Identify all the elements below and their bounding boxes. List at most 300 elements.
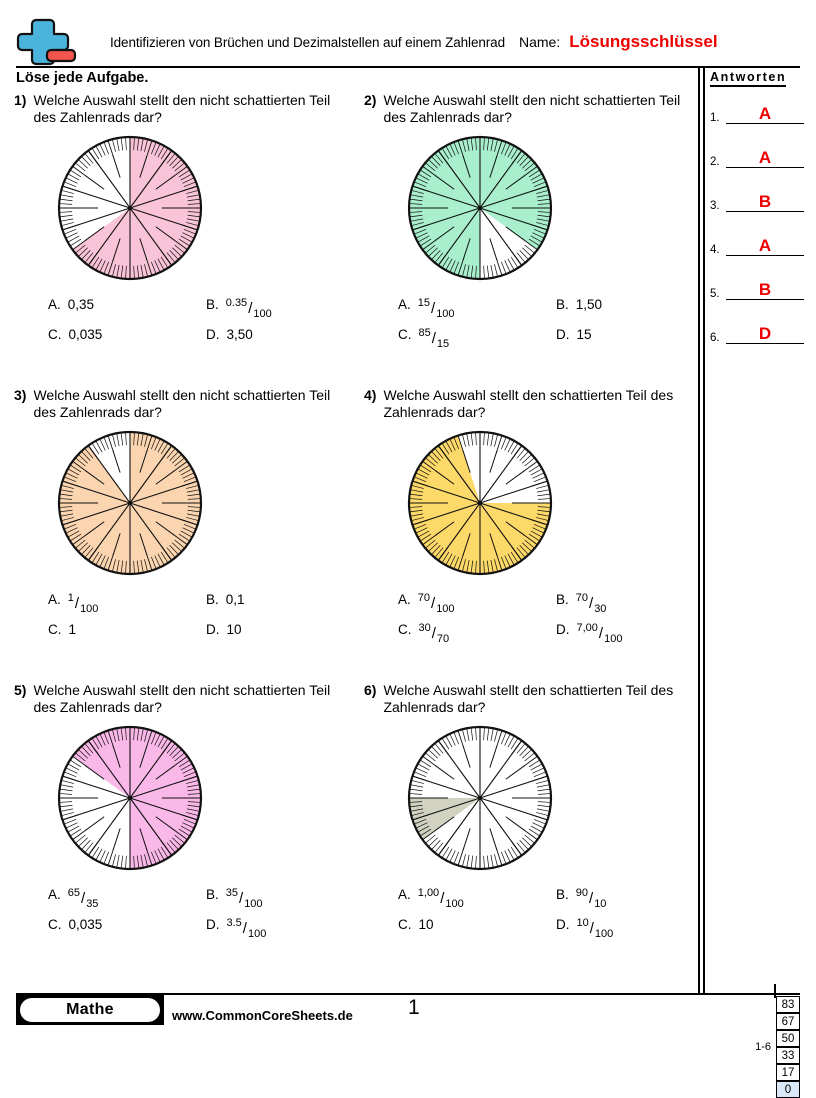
fraction-numerator: 1,00 [417, 887, 440, 899]
wheel-tick [532, 823, 544, 829]
wheel-tick [467, 433, 469, 446]
choice-label: B. [556, 887, 569, 902]
choice-label: D. [556, 917, 570, 932]
fraction [417, 592, 455, 615]
choice-option[interactable] [398, 297, 455, 320]
wheel-tick [454, 852, 459, 864]
fraction-denominator: 100 [436, 308, 455, 320]
wheel-tick [66, 233, 78, 239]
wheel-half-spoke [86, 176, 105, 190]
wheel-tick [497, 849, 502, 865]
fraction-slash: / [589, 920, 594, 937]
choice-option[interactable] [206, 592, 245, 607]
answer-number: 4. [710, 244, 720, 256]
choice-list [48, 887, 348, 949]
question-item [14, 387, 354, 654]
wheel-tick [59, 794, 72, 795]
wheel-tick [73, 166, 87, 176]
question-wheel-figure [406, 724, 704, 877]
question-item [364, 682, 704, 949]
wheel-tick [410, 789, 423, 791]
wheel-tick [100, 144, 106, 156]
wheel-tick [524, 461, 538, 471]
wheel-tick [117, 855, 119, 868]
choice-label: D. [206, 622, 220, 637]
wheel-tick [414, 772, 426, 777]
wheel-tick [491, 855, 493, 868]
wheel-tick [471, 433, 473, 446]
choice-option[interactable] [206, 327, 253, 342]
wheel-tick [410, 785, 423, 787]
wheel-tick [534, 772, 546, 777]
question-number: 4) [364, 387, 377, 403]
fraction [417, 887, 464, 910]
answer-value: A [758, 236, 772, 255]
wheel-tick [60, 199, 73, 201]
choice-label: D. [206, 917, 220, 932]
choice-option[interactable] [398, 917, 434, 932]
answer-blank-line[interactable] [726, 299, 804, 300]
wheel-tick [532, 768, 544, 774]
answer-blank-line[interactable] [726, 255, 804, 256]
wheel-center-hub [128, 796, 132, 800]
fraction-numerator: 3.5 [226, 917, 242, 929]
fraction-slash: / [248, 300, 253, 317]
answer-row [710, 278, 804, 300]
wheel-spoke [89, 798, 130, 855]
wheel-tick [66, 178, 78, 184]
choice-option[interactable] [398, 592, 455, 615]
wheel-half-spoke [113, 156, 120, 178]
wheel-tick [60, 195, 73, 197]
score-range-label: 1-6 [755, 1041, 771, 1053]
wheel-tick [73, 830, 87, 840]
wheel-half-spoke [86, 817, 105, 831]
wheel-tick [522, 749, 531, 758]
wheel-tick [60, 809, 73, 811]
fraction-slash: / [431, 300, 436, 317]
wheel-tick [494, 854, 497, 867]
subject-badge [16, 995, 164, 1025]
fraction-numerator: 7,00 [576, 622, 598, 634]
score-box: 17 [776, 1064, 800, 1081]
fraction-numerator: 85 [418, 327, 431, 339]
wheel-tick [117, 138, 119, 151]
wheel-tick [121, 433, 123, 446]
fraction-slash: / [440, 890, 445, 907]
answer-blank-line[interactable] [726, 123, 804, 124]
wheel-tick [66, 768, 78, 774]
choice-label: C. [48, 917, 62, 932]
wheel-tick [78, 159, 87, 168]
wheel-tick [537, 490, 550, 492]
wheel-spoke [480, 741, 521, 798]
answers-heading: Antworten [710, 70, 786, 87]
fraction-denominator: 15 [436, 338, 450, 350]
wheel-tick [538, 499, 551, 500]
question-number: 3) [14, 387, 27, 403]
fraction-slash: / [589, 595, 594, 612]
question-wheel-figure [56, 724, 354, 877]
wheel-tick [524, 830, 538, 840]
wheel-center-hub [128, 501, 132, 505]
choice-label: A. [398, 592, 411, 607]
answer-value: A [758, 148, 772, 167]
choice-value: 1,50 [575, 297, 603, 312]
wheel-spoke [480, 798, 547, 820]
answer-number: 3. [710, 200, 720, 212]
wheel-center-hub [478, 796, 482, 800]
wheel-half-spoke [436, 766, 455, 780]
fraction [226, 917, 267, 940]
fraction-denominator: 100 [594, 928, 614, 940]
answer-value: B [758, 192, 772, 211]
choice-option[interactable] [556, 297, 602, 312]
wheel-tick [66, 823, 78, 829]
wheel-tick [484, 856, 485, 869]
wheel-tick [476, 727, 477, 740]
wheel-tick [462, 434, 465, 447]
choice-label: B. [206, 887, 219, 902]
wheel-tick [484, 727, 485, 740]
fraction-numerator: 30 [418, 622, 431, 634]
fraction-denominator: 100 [604, 633, 623, 645]
number-wheel [406, 724, 554, 872]
choice-label: B. [206, 592, 219, 607]
wheel-tick [60, 785, 73, 787]
wheel-spoke [480, 481, 547, 503]
choice-label: C. [398, 917, 412, 932]
score-box: 67 [776, 1013, 800, 1030]
wheel-tick [423, 756, 437, 766]
fraction [225, 887, 263, 910]
fraction-numerator: 70 [575, 592, 589, 604]
wheel-spoke [63, 186, 130, 208]
wheel-tick [497, 730, 502, 746]
answer-row [710, 102, 804, 124]
wheel-center-hub [478, 501, 482, 505]
question-item [364, 387, 704, 654]
choice-list [398, 592, 698, 654]
fraction-slash: / [74, 595, 80, 612]
choice-option[interactable] [206, 917, 267, 940]
wheel-tick [64, 182, 76, 187]
choice-label: C. [398, 327, 412, 342]
answer-blank-line[interactable] [726, 167, 804, 168]
wheel-tick [104, 437, 109, 449]
choice-option[interactable] [48, 917, 102, 932]
wheel-tick [462, 854, 465, 867]
fraction-denominator: 100 [80, 603, 99, 615]
answer-blank-line[interactable] [726, 343, 804, 344]
wheel-tick [100, 439, 106, 451]
choice-list [48, 592, 348, 654]
wheel-tick [538, 794, 551, 795]
wheel-tick [501, 437, 506, 449]
choice-option[interactable] [556, 887, 607, 910]
wheel-tick [59, 212, 72, 213]
page-number: 1 [408, 996, 420, 1019]
answer-row [710, 322, 804, 344]
wheel-half-spoke [490, 828, 497, 850]
wheel-tick [121, 856, 123, 869]
choice-option[interactable] [48, 887, 99, 910]
wheel-tick [536, 812, 549, 815]
wheel-tick [505, 734, 511, 746]
wheel-tick [497, 435, 502, 451]
wheel-tick [467, 855, 469, 868]
wheel-tick [505, 260, 511, 272]
wheel-tick [81, 840, 90, 849]
wheel-tick [520, 840, 529, 849]
choice-option[interactable] [48, 297, 94, 312]
question-number: 6) [364, 682, 377, 698]
fraction-slash: / [598, 625, 604, 642]
question-text: Welche Auswahl stellt den nicht schattierten Teil des Zahlenrads dar? [33, 92, 331, 125]
wheel-tick [494, 434, 497, 447]
choice-label: A. [398, 297, 411, 312]
wheel-tick [61, 780, 74, 783]
fraction-slash: / [239, 890, 244, 907]
answer-number: 6. [710, 332, 720, 344]
question-grid [0, 92, 698, 992]
fraction [417, 297, 455, 320]
fraction-denominator: 10 [594, 898, 607, 910]
wheel-tick [60, 219, 73, 221]
number-wheel [56, 429, 204, 577]
wheel-spoke [480, 798, 521, 855]
wheel-half-spoke [113, 828, 120, 850]
wheel-tick [505, 850, 511, 862]
fraction [418, 327, 450, 350]
wheel-tick [471, 856, 473, 869]
score-scale [755, 996, 800, 1098]
wheel-tick [428, 749, 437, 758]
answer-blank-line[interactable] [726, 211, 804, 212]
page-footer [0, 993, 816, 1096]
wheel-tick [60, 789, 73, 791]
fraction-slash: / [431, 595, 436, 612]
wheel-half-spoke [113, 451, 120, 473]
wheel-tick [534, 819, 546, 824]
question-text: Welche Auswahl stellt den nicht schattierten Teil des Zahlenrads dar? [33, 387, 331, 420]
wheel-tick [100, 850, 106, 862]
wheel-spoke [480, 446, 521, 503]
question-item [14, 92, 354, 359]
wheel-tick [416, 768, 428, 774]
number-wheel [406, 134, 554, 282]
choice-option[interactable] [398, 327, 450, 350]
score-box: 83 [776, 996, 800, 1013]
choice-value: 0,35 [67, 297, 95, 312]
wheel-tick [108, 435, 113, 451]
choice-value: 0,035 [68, 327, 103, 342]
choice-label: D. [556, 622, 570, 637]
question-wheel-figure [56, 429, 354, 582]
fraction-slash: / [431, 625, 436, 642]
choice-option[interactable] [398, 622, 450, 645]
wheel-tick [431, 840, 440, 849]
wheel-tick [64, 772, 76, 777]
choice-label: C. [48, 622, 62, 637]
fraction-numerator: 1 [67, 592, 74, 604]
answer-row [710, 234, 804, 256]
question-text: Welche Auswahl stellt den nicht schattierten Teil des Zahlenrads dar? [33, 682, 331, 715]
wheel-tick [121, 138, 123, 151]
fraction [67, 592, 99, 615]
wheel-tick [484, 266, 485, 279]
choice-value: 10 [418, 917, 434, 932]
fraction-numerator: 15 [417, 297, 431, 309]
wheel-tick [497, 259, 502, 275]
wheel-spoke [480, 776, 547, 798]
wheel-tick [81, 156, 90, 165]
choice-option[interactable] [206, 297, 272, 320]
question-text: Welche Auswahl stellt den schattierten Teil des Zahlenrads dar? [383, 387, 674, 420]
choice-label: A. [48, 297, 61, 312]
choice-option[interactable] [556, 622, 623, 645]
wheel-tick [538, 494, 551, 496]
choice-option[interactable] [556, 592, 607, 615]
wheel-half-spoke [463, 746, 470, 768]
question-wheel-figure [406, 134, 704, 287]
question-text: Welche Auswahl stellt den nicht schattierten Teil des Zahlenrads dar? [383, 92, 681, 125]
wheel-tick [108, 140, 113, 156]
question-number: 5) [14, 682, 27, 698]
choice-option[interactable] [556, 327, 592, 342]
choice-option[interactable] [48, 622, 76, 637]
fraction-numerator: 0.35 [225, 297, 248, 309]
wheel-tick [59, 204, 72, 205]
wheel-tick [411, 780, 424, 783]
fraction [575, 592, 607, 615]
choice-label: B. [206, 297, 219, 312]
question-item [14, 682, 354, 949]
number-wheel [406, 429, 554, 577]
score-box: 0 [776, 1081, 800, 1098]
wheel-tick [537, 809, 550, 811]
wheel-half-spoke [506, 817, 525, 831]
wheel-tick [520, 451, 529, 460]
wheel-tick [476, 432, 477, 445]
wheel-tick [491, 728, 493, 741]
choice-label: A. [398, 887, 411, 902]
question-number: 1) [14, 92, 27, 108]
wheel-tick [61, 222, 74, 225]
score-scale-tick [774, 984, 776, 998]
wheel-tick [409, 794, 422, 795]
wheel-tick [505, 439, 511, 451]
wheel-tick [112, 139, 115, 152]
fraction-numerator: 35 [225, 887, 239, 899]
answer-column [698, 68, 816, 993]
wheel-tick [491, 265, 493, 278]
fraction-denominator: 100 [436, 603, 455, 615]
wheel-center-hub [128, 206, 132, 210]
choice-option[interactable] [206, 887, 263, 910]
wheel-tick [532, 473, 544, 479]
wheel-tick [538, 805, 551, 807]
number-wheel [56, 724, 204, 872]
wheel-spoke [63, 798, 130, 820]
wheel-half-spoke [490, 238, 497, 260]
choice-value: 0,035 [68, 917, 103, 932]
question-wheel-figure [56, 134, 354, 287]
choice-value: 15 [576, 327, 592, 342]
wheel-tick [104, 142, 109, 154]
wheel-tick [450, 850, 456, 862]
score-box: 33 [776, 1047, 800, 1064]
wheel-tick [112, 434, 115, 447]
wheel-tick [431, 746, 440, 755]
fraction [225, 297, 272, 320]
answer-row [710, 190, 804, 212]
name-value: Lösungsschlüssel [569, 32, 718, 51]
wheel-tick [538, 802, 551, 803]
answer-row [710, 146, 804, 168]
plus-minus-logo-icon [16, 18, 78, 66]
answer-value: A [758, 104, 772, 123]
wheel-half-spoke [506, 766, 525, 780]
wheel-tick [126, 856, 127, 869]
choice-option[interactable] [556, 917, 614, 940]
choice-label: B. [556, 592, 569, 607]
choice-option[interactable] [206, 622, 242, 637]
wheel-tick [60, 215, 73, 217]
wheel-tick [78, 838, 87, 847]
wheel-center-hub [478, 206, 482, 210]
question-item [364, 92, 704, 359]
fraction-denominator: 35 [86, 898, 99, 910]
fraction [67, 887, 99, 910]
choice-value: 1 [68, 622, 77, 637]
fraction-slash: / [81, 890, 86, 907]
worksheet-title: Identifizieren von Brüchen und Dezimalstellen auf einem Zahlenrad [110, 35, 505, 50]
fraction [576, 622, 623, 645]
wheel-half-spoke [490, 451, 497, 473]
score-boxes [777, 996, 800, 1098]
choice-list [48, 297, 348, 359]
choice-option[interactable] [48, 592, 99, 615]
wheel-tick [522, 454, 531, 463]
wheel-tick [487, 433, 489, 446]
wheel-tick [454, 732, 459, 744]
wheel-tick [501, 852, 506, 864]
wheel-tick [59, 802, 72, 803]
question-text: Welche Auswahl stellt den schattierten Teil des Zahlenrads dar? [383, 682, 674, 715]
choice-value: 0,1 [225, 592, 245, 607]
wheel-tick [450, 734, 456, 746]
choice-option[interactable] [398, 887, 464, 910]
wheel-spoke [413, 776, 480, 798]
wheel-tick [536, 485, 549, 488]
wheel-tick [64, 229, 76, 234]
wheel-tick [117, 433, 119, 446]
wheel-tick [458, 730, 463, 746]
name-label: Name: [518, 34, 561, 50]
choice-option[interactable] [48, 327, 102, 342]
wheel-tick [126, 432, 127, 445]
wheel-tick [522, 838, 531, 847]
wheel-tick [476, 856, 477, 869]
choice-list [398, 887, 698, 949]
wheel-tick [534, 477, 546, 482]
wheel-tick [537, 785, 550, 787]
fraction [575, 887, 607, 910]
wheel-tick [462, 729, 465, 742]
wheel-tick [467, 728, 469, 741]
wheel-tick [487, 728, 489, 741]
